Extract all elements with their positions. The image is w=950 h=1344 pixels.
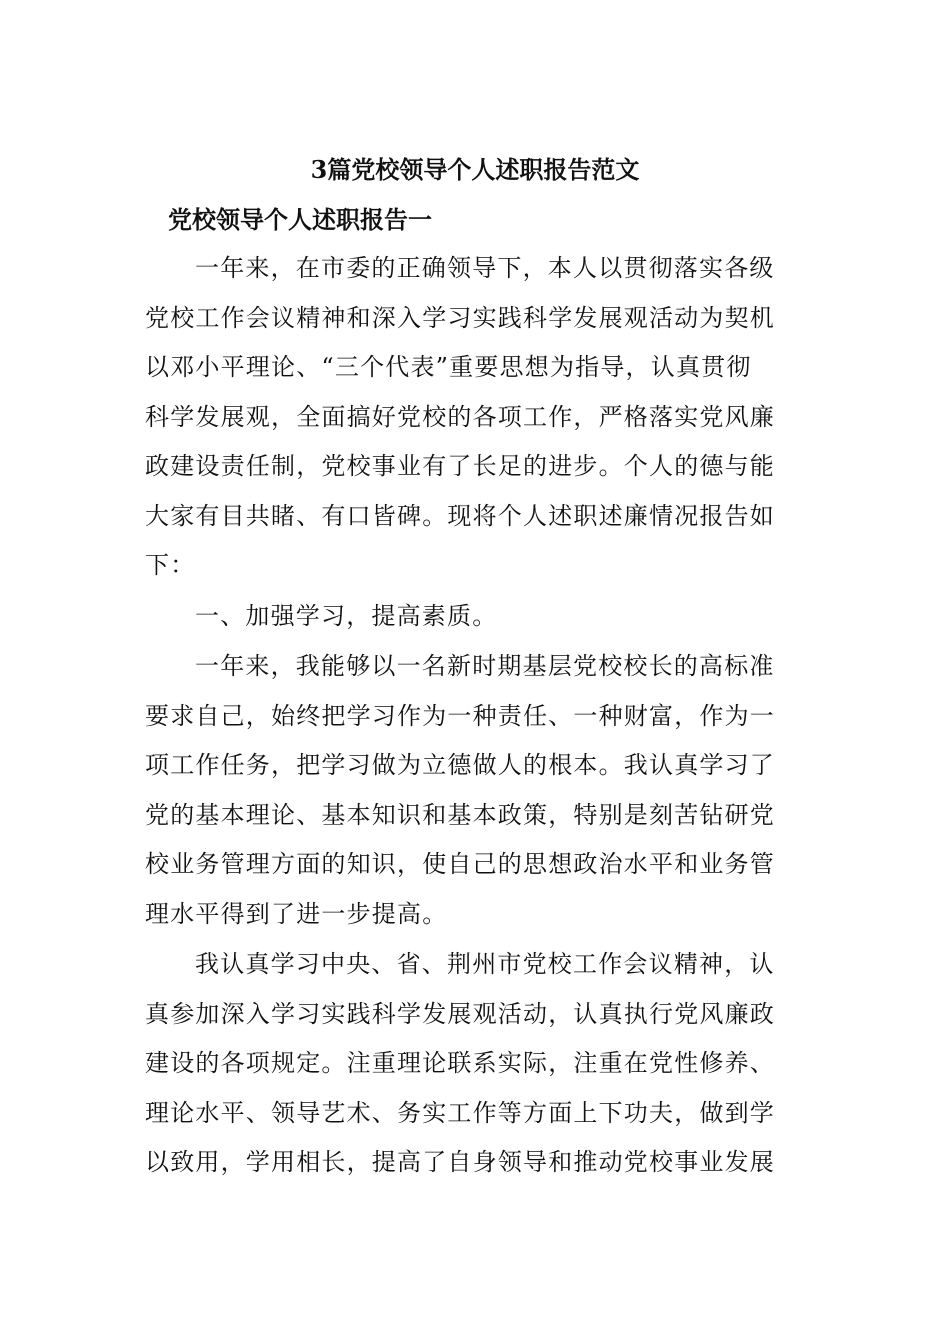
paragraph-line: 我认真学习中央、省、荆州市党校工作会议精神，认 (195, 950, 775, 978)
paragraph-line: 理水平得到了进一步提高。 (145, 900, 448, 928)
paragraph-line: 科学发展观，全面搞好党校的各项工作，严格落实党风廉 (145, 403, 775, 431)
paragraph-line: 理论水平、领导艺术、务实工作等方面上下功夫，做到学 (145, 1099, 775, 1127)
paragraph-line: 以邓小平理论、“三个代表”重要思想为指导，认真贯彻 (145, 353, 752, 381)
paragraph-line: 真参加深入学习实践科学发展观活动，认真执行党风廉政 (145, 1000, 775, 1028)
document-title: 3篇党校领导个人述职报告范文 (310, 155, 640, 184)
section-heading: 党校领导个人述职报告一 (168, 205, 432, 234)
paragraph-line: 一年来，在市委的正确领导下，本人以贯彻落实各级 (195, 254, 775, 282)
paragraph-line: 下： (145, 551, 196, 579)
paragraph-line: 一年来，我能够以一名新时期基层党校校长的高标准 (195, 652, 775, 680)
paragraph-line: 大家有目共睹、有口皆碑。现将个人述职述廉情况报告如 (145, 502, 775, 530)
paragraph-line: 党校工作会议精神和深入学习实践科学发展观活动为契机 (145, 304, 775, 332)
paragraph-line: 党的基本理论、基本知识和基本政策，特别是刻苦钻研党 (145, 801, 775, 829)
list-heading: 一、加强学习，提高素质。 (195, 602, 498, 630)
paragraph-line: 以致用，学用相长，提高了自身领导和推动党校事业发展 (145, 1148, 775, 1176)
paragraph-line: 要求自己，始终把学习作为一种责任、一种财富，作为一 (145, 702, 775, 730)
paragraph-line: 校业务管理方面的知识，使自己的思想政治水平和业务管 (145, 850, 775, 878)
paragraph-line: 政建设责任制，党校事业有了长足的进步。个人的德与能 (145, 452, 775, 480)
paragraph-line: 项工作任务，把学习做为立德做人的根本。我认真学习了 (145, 751, 775, 779)
paragraph-line: 建设的各项规定。注重理论联系实际，注重在党性修养、 (145, 1049, 775, 1077)
